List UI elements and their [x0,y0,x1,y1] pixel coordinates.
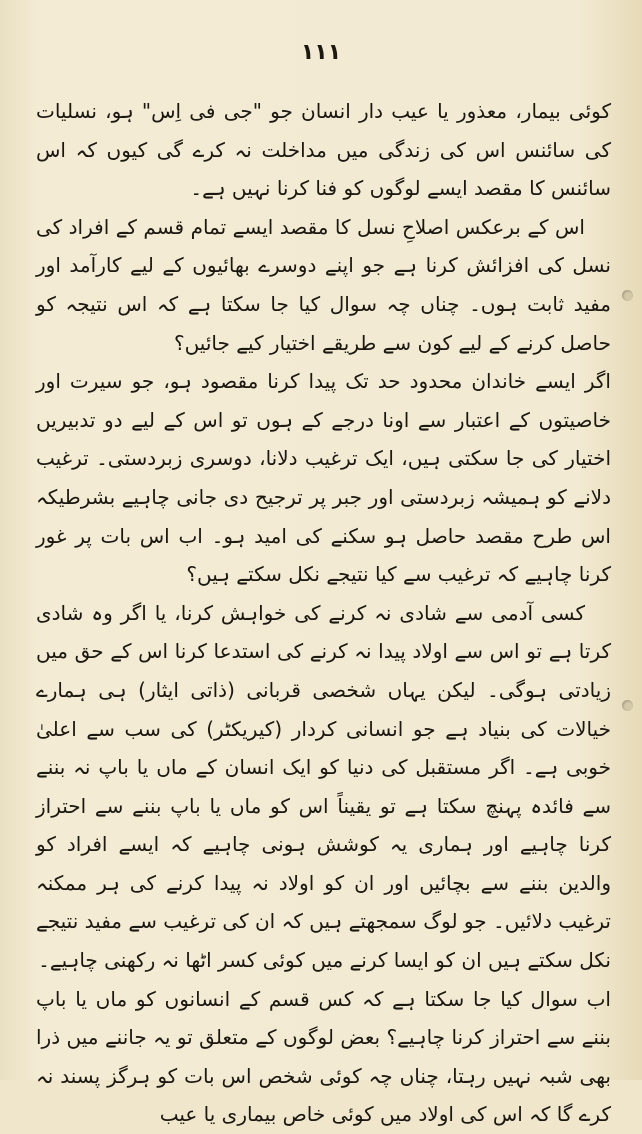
paragraph: کوئی بیمار، معذور یا عیب دار انسان جو "جی فی اِس" ہو، نسلیات کی سائنس اس کی زندگی میں مداخلت نہ کرے گی کیوں کہ اس سائنس کا مقصد ایسے لوگوں کو فنا کرنا نہیں ہے۔ [36,99,611,201]
paragraph: اب سوال کیا جا سکتا ہے کہ کس قسم کے انسانوں کو ماں یا باپ بننے سے احتراز کرنا چاہیے؟ بعض لوگوں کے متعلق تو یہ جاننے میں ذرا بھی شبہ نہیں رہتا، چناں چہ کوئی شخص اس بات کو ہرگز پسند نہ کرے گا کہ اس کی اولاد میں کوئی خاص بیماری یا عیب [36,986,611,1127]
page-number: ۱۱۱ [300,40,342,65]
page-body [36,92,611,1134]
paragraph: کسی آدمی سے شادی نہ کرنے کی خواہش کرنا، یا اگر وہ شادی کرتا ہے تو اس سے اولاد پیدا نہ کرنے کی استدعا کرنا اس کے حق میں زیادتی ہوگی۔ لیکن یہاں شخصی قربانی (ذاتی ایثار) ہی ہمارے خیالات کی بنیاد ہے جو انسانی کردار (کیریکٹر) کی سب سے اعلیٰ خوبی ہے۔ اگر مستقبل کی دنیا کو ایک انسان کے ماں یا باپ نہ بننے سے فائدہ پہنچ سکتا ہے تو یقیناً اس کو ماں یا باپ بننے سے احتراز کرنا چاہیے اور ہماری یہ کوشش ہونی چاہیے کہ ایسے افراد کو والدین بننے سے بچائیں اور ان کو اولاد نہ پیدا کرنے کی ہر ممکنہ ترغیب دلائیں۔ جو لوگ سمجھتے ہیں کہ ان کی ترغیب سے مفید نتیجے نکل سکتے ہیں ان کو ایسا کرنے میں کوئی کسر اٹھا نہ رکھنی چاہیے۔ [36,600,611,973]
binding-hole [622,290,633,301]
binding-hole [622,700,633,711]
paragraph: اس کے برعکس اصلاحِ نسل کا مقصد ایسے تمام قسم کے افراد کی نسل کی افزائش کرنا ہے جو اپنے دوسرے بھائیوں کے لیے کارآمد اور مفید ثابت ہوں۔ چناں چہ سوال کیا جا سکتا ہے کہ اس نتیجہ کو حاصل کرنے کے لیے کون سے طریقے اختیار کیے جائیں؟ [36,214,611,355]
paragraph: اگر ایسے خاندان محدود حد تک پیدا کرنا مقصود ہو، جو سیرت اور خاصیتوں کے اعتبار سے اونا درجے کے ہوں تو اس کے لیے دو تدبیریں اختیار کی جا سکتی ہیں، ایک ترغیب دلانا، دوسری زبردستی۔ ترغیب دلانے کو ہمیشہ زبردستی اور جبر پر ترجیح دی جانی چاہیے بشرطیکہ اس طرح مقصد حاصل ہو سکنے کی امید ہو۔ اب اس بات پر غور کرنا چاہیے کہ ترغیب سے کیا نتیجے نکل سکتے ہیں؟ [36,369,611,587]
